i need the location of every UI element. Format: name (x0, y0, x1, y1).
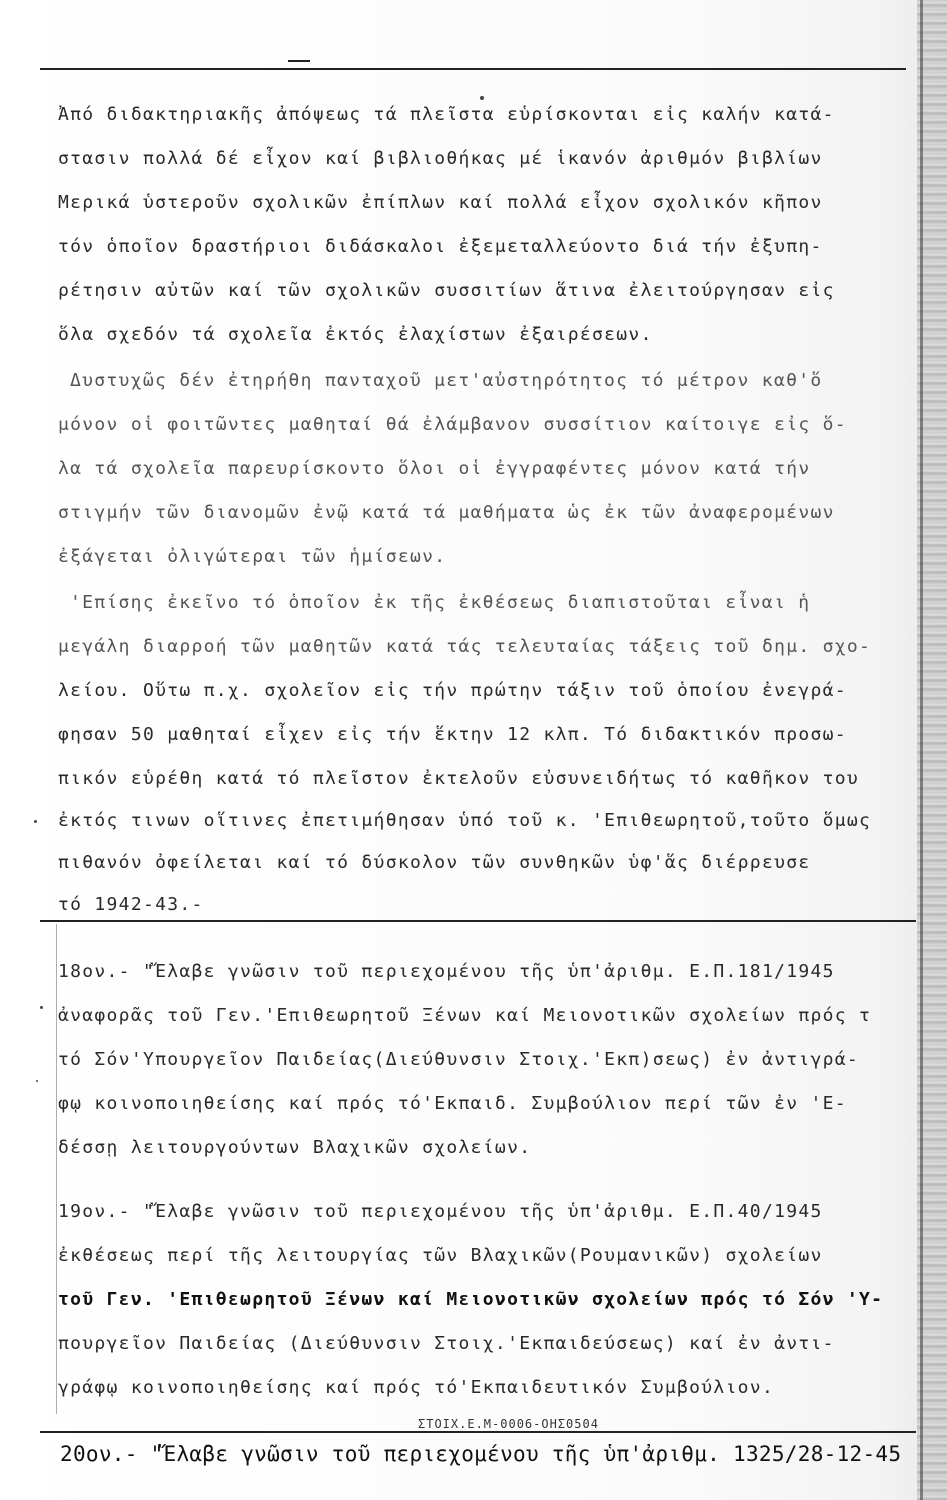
scan-speck (36, 1080, 38, 1082)
p5-line-2: ἐκθέσεως περί τῆς λειτουργίας τῶν Βλαχικῶν(Ρουμανικῶν) σχολείων (58, 1245, 823, 1266)
scan-speck (40, 1006, 43, 1009)
p1-line-2: στασιν πολλά δέ εἶχον καί βιβλιοθήκας μέ ἱκανόν ἀριθμόν βιβλίων (58, 148, 823, 169)
margin-rule (56, 924, 57, 1414)
p4-line-3: τό Σόν'Υπουργεῖον Παιδείας(Διεύθυνσιν Στοιχ.'Εκπ)σεως) ἐν ἀντιγρά- (58, 1049, 860, 1070)
p5-line-1: 19ον.- "Ἔλαβε γνῶσιν τοῦ περιεχομένου τῆς ὑπ'ἀριθμ. Ε.Π.40/1945 (58, 1201, 823, 1222)
section-rule (40, 920, 916, 922)
p3-line-8: τό 1942-43.- (58, 894, 204, 915)
p2-line-4: στιγμήν τῶν διανομῶν ἐνῷ κατά τά μαθήματα ὡς ἐκ τῶν ἀναφερομένων (58, 502, 835, 523)
p1-line-3: Μερικά ὑστεροῦν σχολικῶν ἐπίπλων καί πολλά εἶχον σχολικόν κῆπον (58, 192, 823, 213)
p4-line-2: ἀναφορᾶς τοῦ Γεν.'Επιθεωρητοῦ Ξένων καί Μειονοτικῶν σχολείων πρός τ (58, 1005, 872, 1026)
binding-line (920, 0, 923, 1500)
p1-line-1: Ἀπό διδακτηριακῆς ἀπόψεως τά πλεῖστα εὑρίσκονται εἰς καλήν κατά- (58, 104, 835, 125)
p3-line-5: πικόν εὑρέθη κατά τό πλεῖστον ἐκτελοῦν εὐσυνειδήτως τό καθῆκον του (58, 768, 860, 789)
p2-line-5: ἐξάγεται ὀλιγώτεραι τῶν ἡμίσεων. (58, 546, 447, 567)
p3-line-3: λείου. Οὕτω π.χ. σχολεῖον εἰς τήν πρώτην τάξιν τοῦ ὁποίου ἐνεγρά- (58, 680, 847, 701)
p3-line-6: ἐκτός τινων οἵτινες ἐπετιμήθησαν ὑπό τοῦ κ. 'Επιθεωρητοῦ,τοῦτο ὅμως (58, 810, 872, 831)
scan-speck (34, 820, 37, 823)
p5-line-5: γράφῳ κοινοποιηθείσης καί πρός τό'Εκπαιδευτικόν Συμβούλιον. (58, 1377, 775, 1398)
p1-line-6: ὅλα σχεδόν τά σχολεῖα ἐκτός ἐλαχίστων ἐξαιρέσεων. (58, 324, 653, 345)
p3-line-7: πιθανόν ὀφείλεται καί τό δύσκολον τῶν συνθηκῶν ὑφ'ἅς διέρρευσε (58, 852, 811, 873)
p4-line-4: φῳ κοινοποιηθείσης καί πρός τό'Εκπαιδ. Συμβούλιον περί τῶν ἐν 'Ε- (58, 1093, 847, 1114)
item-20-line: 20ον.- "Ἔλαβε γνῶσιν τοῦ περιεχομένου τῆς ὑπ'ἀριθμ. 1325/28-12-45 (60, 1442, 902, 1466)
scan-speck (480, 96, 484, 100)
p2-line-2: μόνον οἱ φοιτῶντες μαθηταί θά ἐλάμβανον συσσίτιον καίτοιγε εἰς ὅ- (58, 414, 847, 435)
p3-line-1: 'Επίσης ἐκεῖνο τό ὁποῖον ἐκ τῆς ἐκθέσεως διαπιστοῦται εἶναι ἡ (70, 592, 811, 613)
p1-line-5: ρέτησιν αὐτῶν καί τῶν σχολικῶν συσσιτίων ἅτινα ἐλειτούργησαν εἰς (58, 280, 835, 301)
p3-line-2: μεγάλη διαρροή τῶν μαθητῶν κατά τάς τελευταίας τάξεις τοῦ δημ. σχο- (58, 636, 872, 657)
p5-line-3: τοῦ Γεν. 'Επιθεωρητοῦ Ξένων καί Μειονοτικῶν σχολείων πρός τό Σόν 'Υ- (58, 1289, 884, 1310)
p5-line-4: πουργεῖον Παιδείας (Διεύθυνσιν Στοιχ.'Εκπαιδεύσεως) καί ἐν ἀντι- (58, 1333, 835, 1354)
top-rule (40, 68, 906, 70)
p1-line-4: τόν ὁποῖον δραστήριοι διδάσκαλοι ἐξεμεταλλεύοντο διά τήν ἐξυπη- (58, 236, 823, 257)
archive-stamp: ΣΤΟΙΧ.Ε.Μ-0006-ΟΗΣ0504 (418, 1417, 599, 1431)
p4-line-5: δέσσῃ λειτουργούντων Βλαχικῶν σχολείων. (58, 1137, 532, 1158)
p4-line-1: 18ον.- "Ἔλαβε γνῶσιν τοῦ περιεχομένου τῆς ὑπ'ἀριθμ. Ε.Π.181/1945 (58, 961, 835, 982)
page-number-mark (288, 60, 310, 62)
p2-line-1: Δυστυχῶς δέν ἐτηρήθη πανταχοῦ μετ'αὐστηρότητος τό μέτρον καθ'ὅ (70, 370, 823, 391)
bottom-rule (40, 1431, 916, 1433)
p2-line-3: λα τά σχολεῖα παρευρίσκοντο ὅλοι οἱ ἐγγραφέντες μόνον κατά τήν (58, 458, 811, 479)
p3-line-4: φησαν 50 μαθηταί εἶχεν εἰς τήν ἕκτην 12 κλπ. Τό διδακτικόν προσω- (58, 724, 847, 745)
